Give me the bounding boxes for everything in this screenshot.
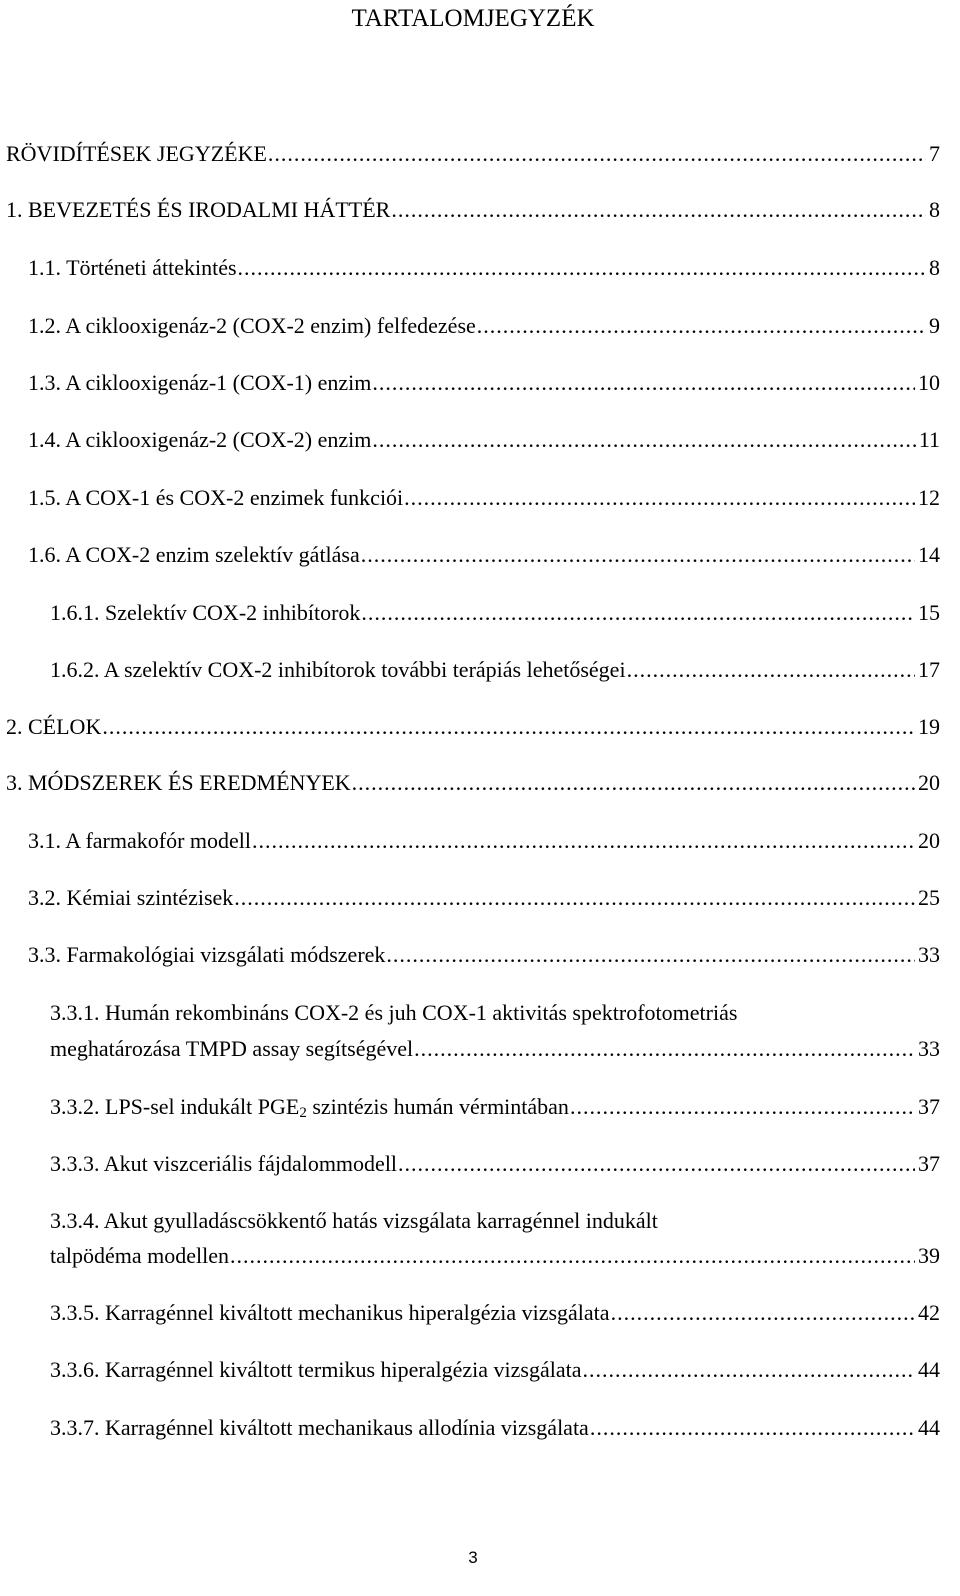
- toc-leader-dots: [361, 598, 915, 628]
- toc-leader-dots: [414, 1034, 915, 1064]
- page-title: TARTALOMJEGYZÉK: [351, 5, 595, 32]
- toc-entry-title: 3.3.3. Akut viszceriális fájdalommodell: [50, 1151, 398, 1176]
- toc-entry-title: 1.5. A COX-1 és COX-2 enzimek funkciói: [28, 485, 404, 510]
- toc-page-number: 8: [929, 197, 940, 222]
- toc-leader-dots: [102, 712, 915, 742]
- toc-leader-dots: [252, 826, 915, 856]
- toc-entry-title: talpödéma modellen: [50, 1243, 229, 1268]
- toc-entry-title: 3.3.5. Karragénnel kiváltott mechanikus hiperalgézia vizsgálata: [50, 1300, 610, 1325]
- toc-entry-title-part: szintézis humán vérmintában: [306, 1094, 569, 1119]
- toc-page-number: 14: [918, 542, 940, 567]
- toc-page-number: 20: [918, 828, 940, 853]
- toc-page-number: 33: [918, 1036, 940, 1061]
- toc-leader-dots: [352, 768, 915, 798]
- toc-entry-title: 3.1. A farmakofór modell: [28, 828, 252, 853]
- toc-leader-dots: [398, 1149, 915, 1179]
- toc-page-number: 15: [918, 600, 940, 625]
- toc-leader-dots: [391, 195, 926, 225]
- toc-page-number: 25: [918, 885, 940, 910]
- toc-entry-title: 1.4. A ciklooxigenáz-2 (COX-2) enzim: [28, 427, 372, 452]
- toc-entry-title: 3.3.6. Karragénnel kiváltott termikus hiperalgézia vizsgálata: [50, 1357, 582, 1382]
- toc-entry-title-first-line: 3.3.4. Akut gyulladáscsökkentő hatás vizsgálata karragénnel indukált: [50, 1208, 658, 1233]
- toc-entry-title-first-line: 3.3.1. Humán rekombináns COX-2 és juh COX-1 aktivitás spektrofotometriás: [50, 1000, 738, 1025]
- toc-entry-title: 3.3.7. Karragénnel kiváltott mechanikaus allodínia vizsgálata: [50, 1415, 589, 1440]
- toc-leader-dots: [404, 483, 915, 513]
- toc-page-number: 44: [918, 1357, 940, 1382]
- toc-leader-dots: [230, 1241, 915, 1271]
- toc-entry-title: 2. CÉLOK: [6, 714, 102, 739]
- toc-leader-dots: [268, 139, 926, 169]
- toc-page-number: 37: [918, 1094, 940, 1119]
- toc-leader-dots: [372, 368, 915, 398]
- toc-entry-title: 1.2. A ciklooxigenáz-2 (COX-2 enzim) felfedezése: [28, 313, 476, 338]
- toc-entry-title-part: 3.3.2. LPS-sel indukált PGE: [50, 1094, 300, 1119]
- toc-page-number: 17: [918, 657, 940, 682]
- page-number: 3: [468, 1548, 478, 1567]
- toc-leader-dots: [238, 253, 926, 283]
- toc-leader-dots: [582, 1355, 915, 1385]
- toc-leader-dots: [361, 540, 915, 570]
- toc-entry-title: 1.1. Történeti áttekintés: [28, 255, 237, 280]
- toc-page-number: 20: [918, 770, 940, 795]
- toc-leader-dots: [570, 1092, 915, 1122]
- toc-page-number: 19: [918, 714, 940, 739]
- toc-page-number: 8: [929, 255, 940, 280]
- toc-leader-dots: [234, 883, 915, 913]
- toc-leader-dots: [372, 425, 915, 455]
- toc-entry-title: [50, 1092, 569, 1122]
- toc-page-number: 10: [918, 370, 940, 395]
- toc-page-number: 39: [918, 1243, 940, 1268]
- toc-page-number: 44: [918, 1415, 940, 1440]
- toc-entry-title: 3.3. Farmakológiai vizsgálati módszerek: [28, 942, 386, 967]
- toc-page-number: 12: [918, 485, 940, 510]
- subscript: 2: [299, 1105, 307, 1121]
- toc-leader-dots: [386, 940, 915, 970]
- toc-leader-dots: [627, 655, 915, 685]
- toc-leader-dots: [590, 1413, 915, 1443]
- toc-entry-title: 3.2. Kémiai szintézisek: [28, 885, 234, 910]
- toc-entry-title: 1.6.2. A szelektív COX-2 inhibítorok további terápiás lehetőségei: [50, 657, 626, 682]
- toc-entry-title: 1. BEVEZETÉS ÉS IRODALMI HÁTTÉR: [6, 197, 391, 222]
- toc-entry-title: RÖVIDÍTÉSEK JEGYZÉKE: [6, 141, 267, 166]
- toc-page-number: 9: [929, 313, 940, 338]
- toc-page-number: 37: [918, 1151, 940, 1176]
- toc-page-number: 7: [929, 141, 940, 166]
- toc-leader-dots: [477, 311, 926, 341]
- toc-leader-dots: [611, 1298, 915, 1328]
- toc-page-number: 42: [918, 1300, 940, 1325]
- toc-entry-title: meghatározása TMPD assay segítségével: [50, 1036, 414, 1061]
- toc-page-number: 33: [918, 942, 940, 967]
- toc-entry-title: 3. MÓDSZEREK ÉS EREDMÉNYEK: [6, 770, 351, 795]
- toc-entry-title: 1.3. A ciklooxigenáz-1 (COX-1) enzim: [28, 370, 372, 395]
- toc-entry-title: 1.6.1. Szelektív COX-2 inhibítorok: [50, 600, 361, 625]
- toc-page-number: 11: [918, 427, 940, 452]
- toc-entry-title: 1.6. A COX-2 enzim szelektív gátlása: [28, 542, 360, 567]
